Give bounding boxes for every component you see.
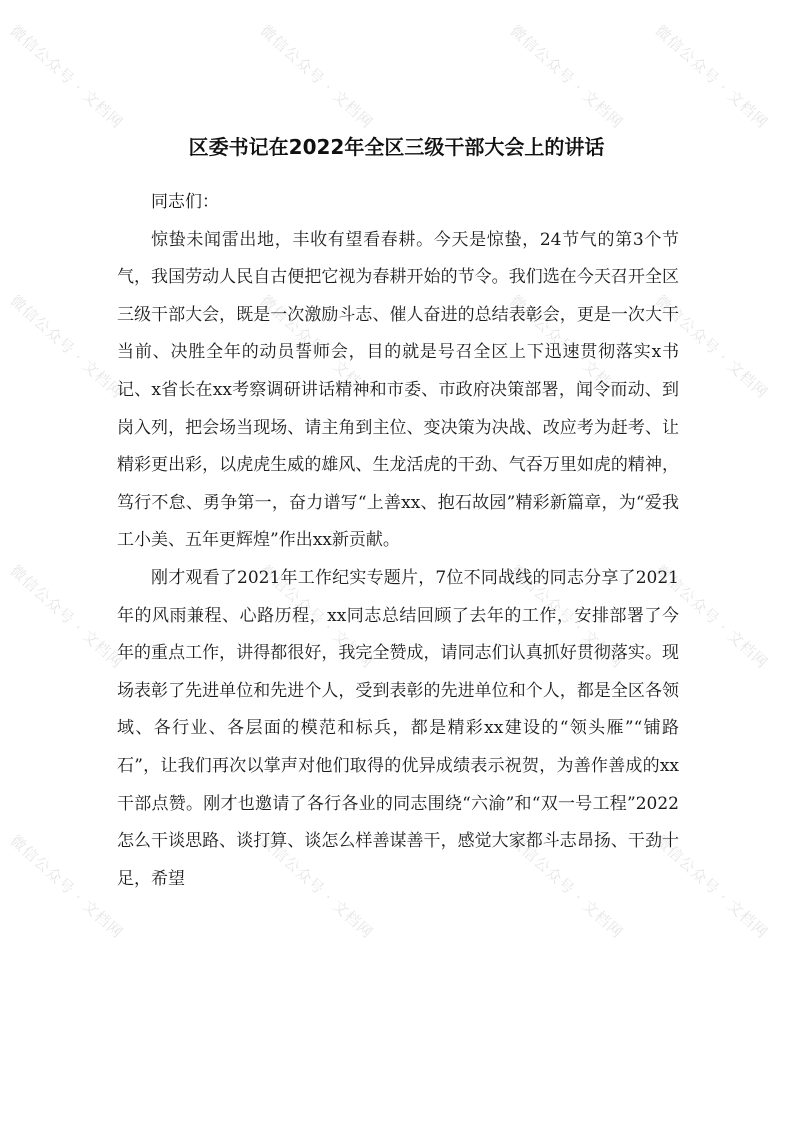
watermark-text: 微信公众号 · 文档网 (256, 291, 377, 403)
watermark-text: 微信公众号 · 文档网 (6, 21, 127, 133)
watermark-text: 微信公众号 · 文档网 (506, 831, 627, 943)
watermark-text: 微信公众号 · 文档网 (506, 291, 627, 403)
watermark-text: 微信公众号 · 文档网 (6, 291, 127, 403)
salutation: 同志们： (151, 192, 219, 212)
paragraph: 惊蛰未闻雷出地，丰收有望看春耕。今天是惊蛰，24节气的第3个节气，我国劳动人民自古便把它视为春耕开始的节令。我们选在今天召开全区三级干部大会，既是一次激励斗志、催人奋进的总结表彰会，更是一次大干当前、决胜全年的动员誓师会，目的就是号召全区上下迅速贯彻落实x书记、x省长在xx考察调研讲话精神和市委、市政府决策部署，闻令而动、到岗入列，把会场当现场、请主角到主位、变决策为决战、改应考为赶考、让精彩更出彩，以虎虎生威的雄风、生龙活虎的干劲、气吞万里如虎的精神，笃行不怠、勇争第一，奋力谱写“上善xx、抱石故园”精彩新篇章，为“爱我工小美、五年更辉煌”作出xx新贡献。 (117, 229, 679, 551)
document-body (117, 184, 679, 898)
watermark-text: 微信公众号 · 文档网 (506, 21, 627, 133)
watermark-text: 微信公众号 · 文档网 (256, 561, 377, 673)
document-title: 区委书记在2022年全区三级干部大会上的讲话 (188, 135, 605, 159)
watermark-text: 微信公众号 · 文档网 (256, 831, 377, 943)
watermark-text: 微信公众号 · 文档网 (651, 831, 772, 943)
watermark-text: 微信公众号 · 文档网 (651, 291, 772, 403)
watermark-text: 微信公众号 · 文档网 (651, 561, 772, 673)
watermark-text: 微信公众号 · 文档网 (651, 21, 772, 133)
watermark-text: 微信公众号 · 文档网 (6, 561, 127, 673)
watermark-text: 微信公众号 · 文档网 (506, 561, 627, 673)
watermark-text: 微信公众号 · 文档网 (6, 831, 127, 943)
watermark-text: 微信公众号 · 文档网 (256, 21, 377, 133)
paragraph: 刚才观看了2021年工作纪实专题片，7位不同战线的同志分享了2021年的风雨兼程、心路历程，xx同志总结回顾了去年的工作，安排部署了今年的重点工作，讲得都很好，我完全赞成，请同志们认真抓好贯彻落实。现场表彰了先进单位和先进个人，受到表彰的先进单位和个人，都是全区各领域、各行业、各层面的模范和标兵，都是精彩xx建设的“领头雁”“铺路石”，让我们再次以掌声对他们取得的优异成绩表示祝贺，为善作善成的xx干部点赞。刚才也邀请了各行各业的同志围绕“六渝”和“双一号工程”2022怎么干谈思路、谈打算、谈怎么样善谋善干，感觉大家都斗志昂扬、干劲十足，希望 (117, 567, 679, 889)
